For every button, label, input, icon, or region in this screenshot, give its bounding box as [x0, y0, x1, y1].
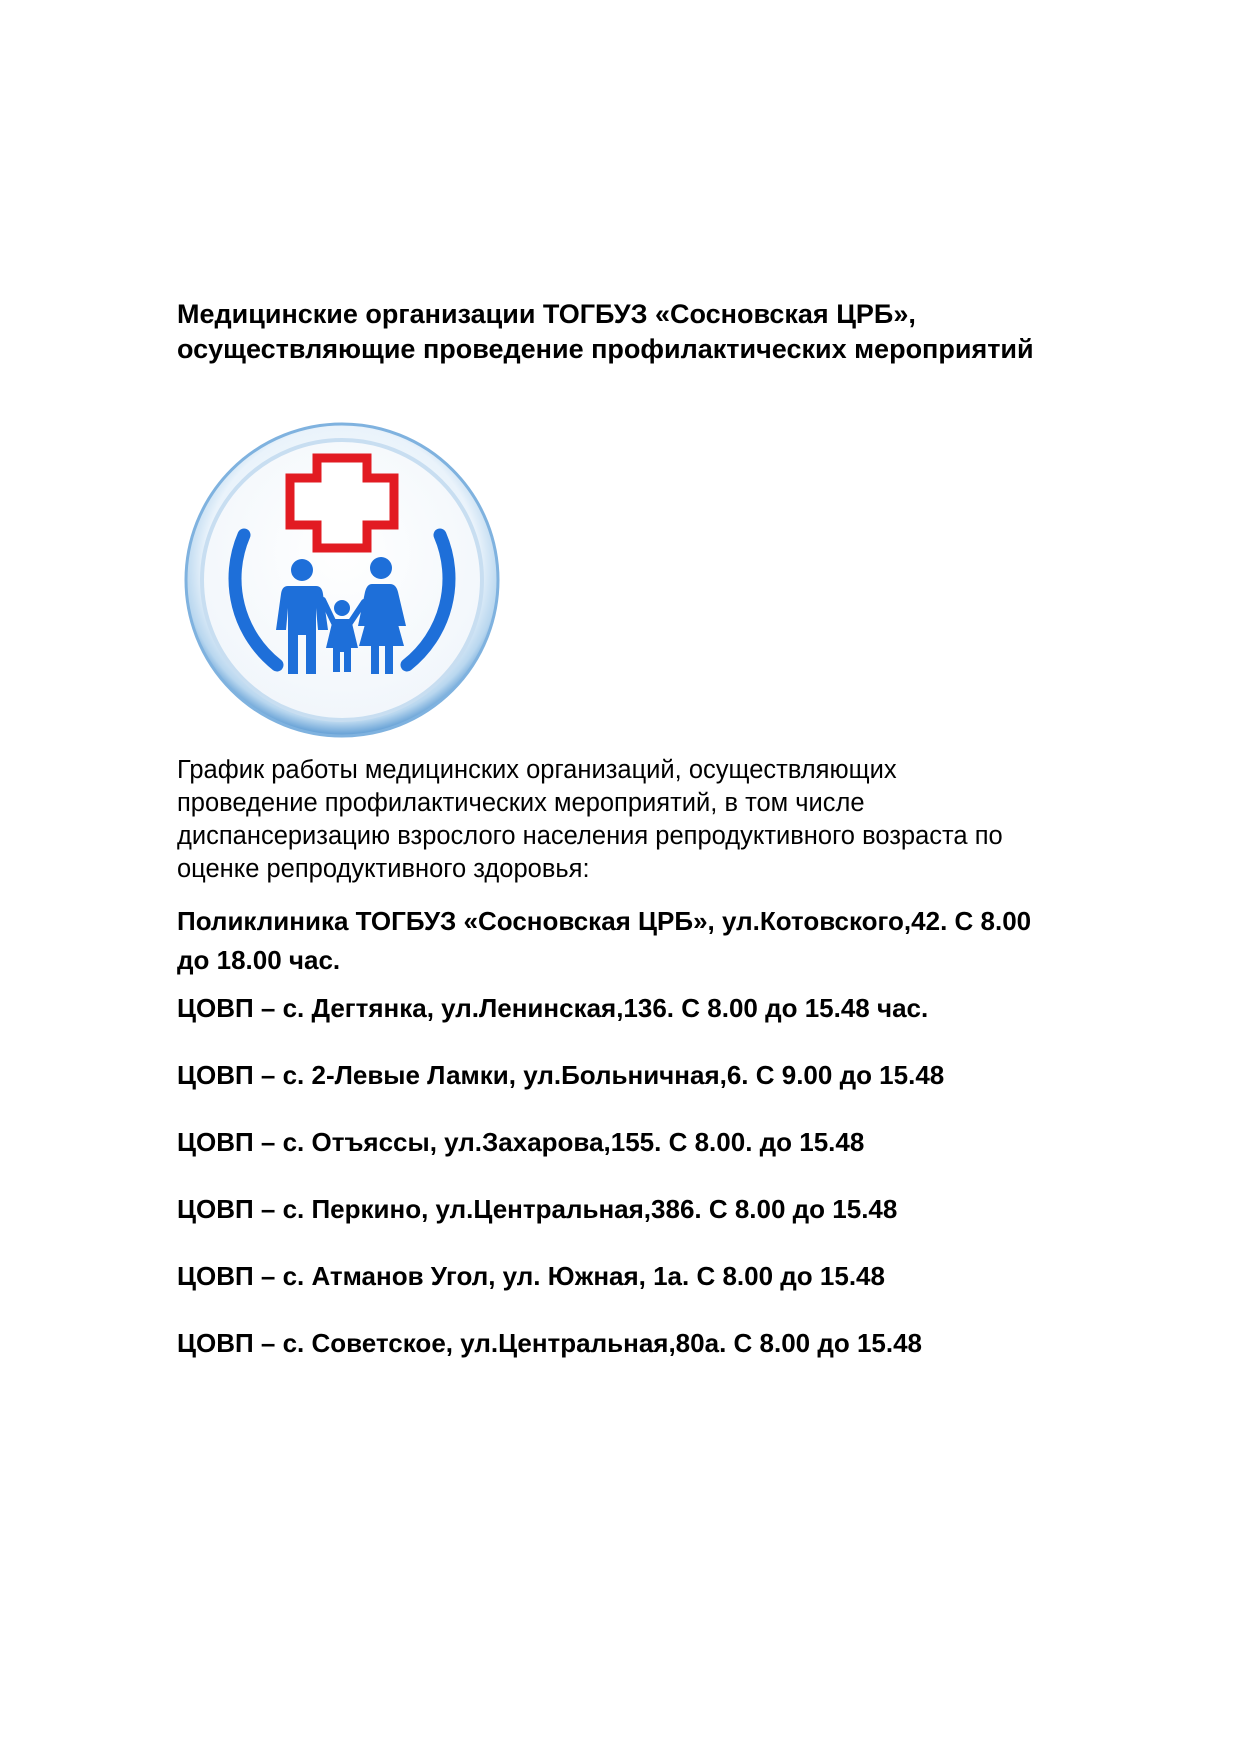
intro-line-3: диспансеризацию взрослого населения репродуктивного возраста по	[177, 822, 1003, 850]
branch-list	[177, 992, 1177, 1394]
main-clinic-schedule	[177, 902, 1157, 980]
intro-line-2: проведение профилактических мероприятий, в том числе	[177, 789, 865, 817]
branch-item: ЦОВП – с. Советское, ул.Центральная,80а. С 8.00 до 15.48	[177, 1328, 923, 1358]
page-title	[177, 297, 1177, 367]
medical-family-emblem-icon	[182, 420, 502, 740]
branch-item: ЦОВП – с. Перкино, ул.Центральная,386. С 8.00 до 15.48	[177, 1194, 898, 1224]
title-line-2: осуществляющие проведение профилактических мероприятий	[177, 334, 1034, 364]
intro-paragraph	[177, 754, 1157, 886]
branch-item: ЦОВП – с. Дегтянка, ул.Ленинская,136. С 8.00 до 15.48 час.	[177, 993, 929, 1023]
title-line-1: Медицинские организации ТОГБУЗ «Сосновская ЦРБ»,	[177, 299, 916, 329]
branch-item: ЦОВП – с. Отъяссы, ул.Захарова,155. С 8.00. до 15.48	[177, 1127, 865, 1157]
branch-item: ЦОВП – с. Атманов Угол, ул. Южная, 1а. С 8.00 до 15.48	[177, 1261, 885, 1291]
intro-line-1: График работы медицинских организаций, осуществляющих	[177, 756, 897, 784]
main-clinic-line-2: до 18.00 час.	[177, 945, 341, 975]
branch-item: ЦОВП – с. 2-Левые Ламки, ул.Больничная,6. С 9.00 до 15.48	[177, 1060, 945, 1090]
intro-line-4: оценке репродуктивного здоровья:	[177, 855, 590, 883]
main-clinic-line-1: Поликлиника ТОГБУЗ «Сосновская ЦРБ», ул.Котовского,42. С 8.00	[177, 906, 1032, 936]
